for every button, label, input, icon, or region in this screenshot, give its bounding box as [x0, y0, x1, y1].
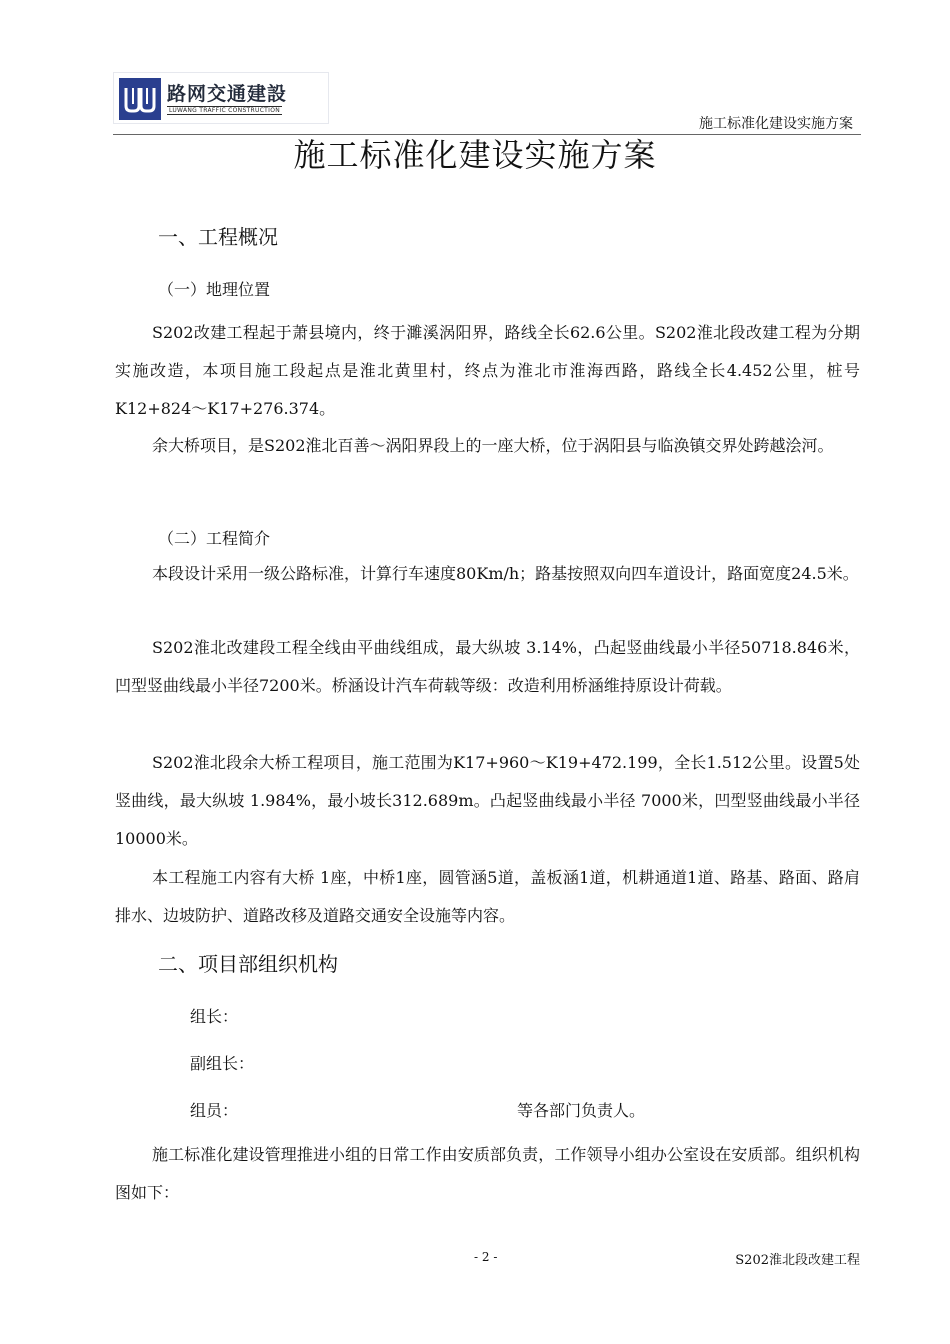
paragraph-brief-4: 本工程施工内容有大桥 1座，中桥1座，圆管涵5道，盖板涵1道，机耕通道1道、路基、路面、路肩排水、边坡防护、道路改移及道路交通安全设施等内容。 [115, 868, 860, 925]
members-note: 等各部门负责人。 [517, 1101, 646, 1120]
subsection-heading-location: （一）地理位置 [158, 280, 271, 299]
paragraph-location-1: S202改建工程起于萧县境内，终于濉溪涡阳界，路线全长62.6公里。S202淮北段改建工程为分期实施改造，本项目施工段起点是淮北黄里村，终点为淮北市淮海西路，路线全长4.452公里，桩号K12+824～K17+276.374。 [115, 323, 860, 418]
section-heading-organization: 二、项目部组织机构 [158, 952, 338, 976]
paragraph-brief-2: S202淮北改建段工程全线由平曲线组成，最大纵坡 3.14%，凸起竖曲线最小半径50718.846米，凹型竖曲线最小半径7200米。桥涵设计汽车荷载等级：改造利用桥涵维持原设计荷载。 [115, 638, 860, 695]
document-title: 施工标准化建设实施方案 [293, 136, 657, 174]
running-header-title: 施工标准化建设实施方案 [699, 116, 853, 132]
paragraph-location-2: 余大桥项目，是S202淮北百善～涡阳界段上的一座大桥，位于涡阳县与临涣镇交界处跨越浍河。 [152, 436, 834, 455]
logo-company-english: LUWANG TRAFFIC CONSTRUCTION [169, 107, 281, 114]
logo-company-name: 路网交通建設 [167, 83, 288, 105]
logo-mark-icon [119, 78, 161, 120]
subsection-heading-brief: （二）工程简介 [158, 529, 271, 548]
paragraph-organization: 施工标准化建设管理推进小组的日常工作由安质部负责，工作领导小组办公室设在安质部。组织机构图如下： [115, 1145, 860, 1202]
paragraph-brief-1: 本段设计采用一级公路标准，计算行车速度80Km/h；路基按照双向四车道设计，路面宽度24.5米。 [152, 564, 859, 583]
company-logo [113, 72, 329, 124]
leader-label: 组长： [190, 1007, 239, 1026]
page-number: - 2 - [474, 1250, 498, 1264]
section-heading-overview: 一、工程概况 [158, 225, 278, 249]
deputy-leader-label: 副组长： [190, 1054, 255, 1073]
footer-rule [113, 1242, 861, 1243]
members-label: 组员： [190, 1101, 239, 1120]
footer-project-name: S202淮北段改建工程 [735, 1253, 860, 1268]
paragraph-brief-3: S202淮北段余大桥工程项目，施工范围为K17+960～K19+472.199，全长1.512公里。设置5处竖曲线，最大纵坡 1.984%，最小坡长312.689m。凸起竖曲线最小半径 7000米，凹型竖曲线最小半径 10000米。 [115, 753, 860, 848]
